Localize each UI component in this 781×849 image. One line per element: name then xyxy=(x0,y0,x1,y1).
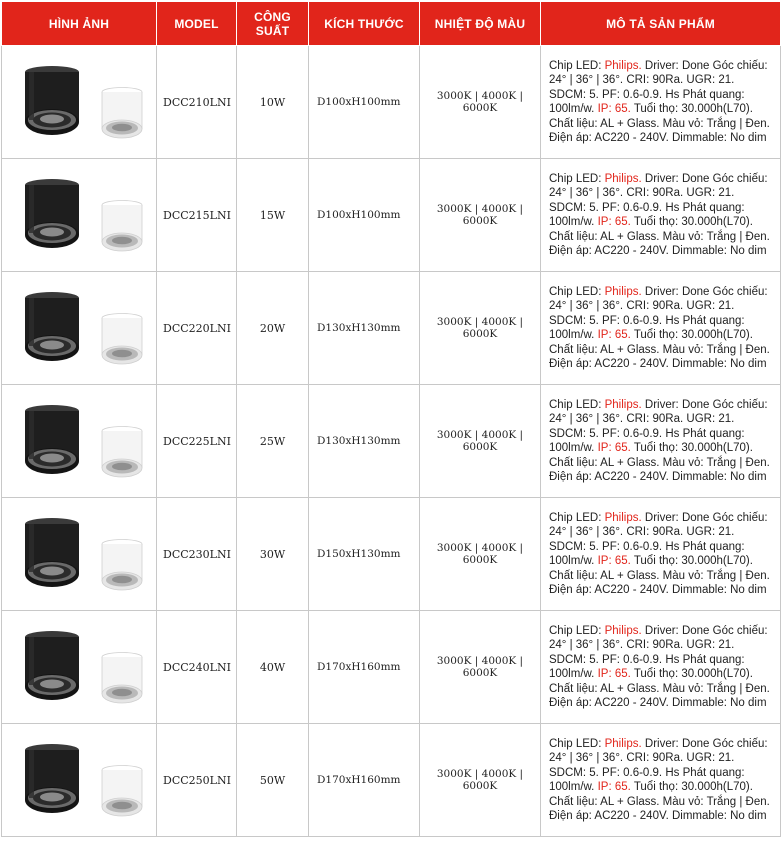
ip-rating: IP: 65. xyxy=(597,781,631,793)
chip-label: Chip LED: xyxy=(549,59,605,72)
description-part1: Driver: Done Góc chiếu: 24° | 36° | 36°. CRI: 90Ra. UGR: 21. SDCM: 5. PF: 0.6-0.9. Hs Phát quang: 100lm/w. xyxy=(549,172,768,228)
ip-rating: IP: 65. xyxy=(597,216,631,228)
color-temp-cell: 3000K | 4000K | 6000K xyxy=(420,724,541,837)
power-cell: 30W xyxy=(237,498,309,611)
product-image xyxy=(4,393,154,489)
chip-brand: Philips. xyxy=(604,285,642,298)
product-image-cell xyxy=(2,611,157,724)
chip-label: Chip LED: xyxy=(549,285,605,298)
description-cell xyxy=(541,498,781,611)
black-downlight-icon xyxy=(25,66,79,135)
header-size: KÍCH THƯỚC xyxy=(309,2,420,46)
header-power: CÔNG SUẤT xyxy=(237,2,309,46)
color-temp-cell: 3000K | 4000K | 6000K xyxy=(420,159,541,272)
black-downlight-icon xyxy=(25,744,79,813)
white-downlight-icon xyxy=(102,540,142,591)
ip-rating: IP: 65. xyxy=(597,103,631,115)
power-cell: 25W xyxy=(237,385,309,498)
product-image-cell xyxy=(2,498,157,611)
header-model: MODEL xyxy=(157,2,237,46)
chip-brand: Philips. xyxy=(604,624,642,637)
table-row xyxy=(2,46,781,159)
description-part2: Tuổi thọ: 30.000h(L70). Chất liệu: AL + Glass. Màu vỏ: Trắng | Đen. Điện áp: AC220 - 240V. Dimmable: No dim xyxy=(549,216,770,257)
model-cell: DCC250LNI xyxy=(157,724,237,837)
white-downlight-icon xyxy=(102,88,142,139)
description-part2: Tuổi thọ: 30.000h(L70). Chất liệu: AL + Glass. Màu vỏ: Trắng | Đen. Điện áp: AC220 - 240V. Dimmable: No dim xyxy=(549,781,770,822)
size-cell: D170xH160mm xyxy=(309,724,420,837)
table-row xyxy=(2,611,781,724)
product-image-cell xyxy=(2,272,157,385)
color-temp-cell: 3000K | 4000K | 6000K xyxy=(420,498,541,611)
color-temp-cell: 3000K | 4000K | 6000K xyxy=(420,272,541,385)
power-cell: 50W xyxy=(237,724,309,837)
ip-rating: IP: 65. xyxy=(597,329,631,341)
product-table xyxy=(1,2,781,837)
product-image xyxy=(4,732,154,828)
chip-label: Chip LED: xyxy=(549,398,605,411)
description-part1: Driver: Done Góc chiếu: 24° | 36° | 36°. CRI: 90Ra. UGR: 21. SDCM: 5. PF: 0.6-0.9. Hs Phát quang: 100lm/w. xyxy=(549,624,768,680)
description-cell xyxy=(541,159,781,272)
description-part1: Driver: Done Góc chiếu: 24° | 36° | 36°. CRI: 90Ra. UGR: 21. SDCM: 5. PF: 0.6-0.9. Hs Phát quang: 100lm/w. xyxy=(549,737,768,793)
table-row xyxy=(2,159,781,272)
power-cell: 10W xyxy=(237,46,309,159)
description-cell xyxy=(541,385,781,498)
model-cell: DCC230LNI xyxy=(157,498,237,611)
description-part1: Driver: Done Góc chiếu: 24° | 36° | 36°. CRI: 90Ra. UGR: 21. SDCM: 5. PF: 0.6-0.9. Hs Phát quang: 100lm/w. xyxy=(549,511,768,567)
chip-label: Chip LED: xyxy=(549,624,605,637)
description-part2: Tuổi thọ: 30.000h(L70). Chất liệu: AL + Glass. Màu vỏ: Trắng | Đen. Điện áp: AC220 - 240V. Dimmable: No dim xyxy=(549,555,770,596)
product-image-cell xyxy=(2,385,157,498)
header-color-temp: NHIỆT ĐỘ MÀU xyxy=(420,2,541,46)
product-image xyxy=(4,280,154,376)
white-downlight-icon xyxy=(102,201,142,252)
white-downlight-icon xyxy=(102,766,142,817)
ip-rating: IP: 65. xyxy=(597,668,631,680)
chip-brand: Philips. xyxy=(604,59,642,72)
description-cell xyxy=(541,611,781,724)
size-cell: D130xH130mm xyxy=(309,272,420,385)
color-temp-cell: 3000K | 4000K | 6000K xyxy=(420,46,541,159)
description-cell xyxy=(541,272,781,385)
model-cell: DCC220LNI xyxy=(157,272,237,385)
description-part2: Tuổi thọ: 30.000h(L70). Chất liệu: AL + Glass. Màu vỏ: Trắng | Đen. Điện áp: AC220 - 240V. Dimmable: No dim xyxy=(549,329,770,370)
white-downlight-icon xyxy=(102,653,142,704)
chip-brand: Philips. xyxy=(604,511,642,524)
model-cell: DCC225LNI xyxy=(157,385,237,498)
description-cell xyxy=(541,46,781,159)
size-cell: D100xH100mm xyxy=(309,159,420,272)
description-part2: Tuổi thọ: 30.000h(L70). Chất liệu: AL + Glass. Màu vỏ: Trắng | Đen. Điện áp: AC220 - 240V. Dimmable: No dim xyxy=(549,103,770,144)
product-image-cell xyxy=(2,724,157,837)
size-cell: D150xH130mm xyxy=(309,498,420,611)
table-row xyxy=(2,498,781,611)
chip-label: Chip LED: xyxy=(549,172,605,185)
chip-label: Chip LED: xyxy=(549,737,605,750)
product-image xyxy=(4,619,154,715)
black-downlight-icon xyxy=(25,518,79,587)
model-cell: DCC215LNI xyxy=(157,159,237,272)
product-image-cell xyxy=(2,159,157,272)
chip-brand: Philips. xyxy=(604,398,642,411)
description-part1: Driver: Done Góc chiếu: 24° | 36° | 36°. CRI: 90Ra. UGR: 21. SDCM: 5. PF: 0.6-0.9. Hs Phát quang: 100lm/w. xyxy=(549,59,768,115)
size-cell: D100xH100mm xyxy=(309,46,420,159)
product-image-cell xyxy=(2,46,157,159)
table-row xyxy=(2,385,781,498)
header-row xyxy=(2,2,781,46)
power-cell: 20W xyxy=(237,272,309,385)
ip-rating: IP: 65. xyxy=(597,442,631,454)
black-downlight-icon xyxy=(25,179,79,248)
chip-brand: Philips. xyxy=(604,172,642,185)
description-part2: Tuổi thọ: 30.000h(L70). Chất liệu: AL + Glass. Màu vỏ: Trắng | Đen. Điện áp: AC220 - 240V. Dimmable: No dim xyxy=(549,442,770,483)
size-cell: D130xH130mm xyxy=(309,385,420,498)
color-temp-cell: 3000K | 4000K | 6000K xyxy=(420,611,541,724)
description-part1: Driver: Done Góc chiếu: 24° | 36° | 36°. CRI: 90Ra. UGR: 21. SDCM: 5. PF: 0.6-0.9. Hs Phát quang: 100lm/w. xyxy=(549,398,768,454)
product-image xyxy=(4,167,154,263)
black-downlight-icon xyxy=(25,292,79,361)
white-downlight-icon xyxy=(102,314,142,365)
description-cell xyxy=(541,724,781,837)
ip-rating: IP: 65. xyxy=(597,555,631,567)
power-cell: 15W xyxy=(237,159,309,272)
product-image xyxy=(4,54,154,150)
color-temp-cell: 3000K | 4000K | 6000K xyxy=(420,385,541,498)
model-cell: DCC210LNI xyxy=(157,46,237,159)
black-downlight-icon xyxy=(25,631,79,700)
size-cell: D170xH160mm xyxy=(309,611,420,724)
black-downlight-icon xyxy=(25,405,79,474)
header-image: HÌNH ẢNH xyxy=(2,2,157,46)
white-downlight-icon xyxy=(102,427,142,478)
chip-brand: Philips. xyxy=(604,737,642,750)
description-part1: Driver: Done Góc chiếu: 24° | 36° | 36°. CRI: 90Ra. UGR: 21. SDCM: 5. PF: 0.6-0.9. Hs Phát quang: 100lm/w. xyxy=(549,285,768,341)
table-row xyxy=(2,724,781,837)
table-row xyxy=(2,272,781,385)
header-description: MÔ TẢ SẢN PHẨM xyxy=(541,2,781,46)
description-part2: Tuổi thọ: 30.000h(L70). Chất liệu: AL + Glass. Màu vỏ: Trắng | Đen. Điện áp: AC220 - 240V. Dimmable: No dim xyxy=(549,668,770,709)
chip-label: Chip LED: xyxy=(549,511,605,524)
power-cell: 40W xyxy=(237,611,309,724)
model-cell: DCC240LNI xyxy=(157,611,237,724)
product-image xyxy=(4,506,154,602)
